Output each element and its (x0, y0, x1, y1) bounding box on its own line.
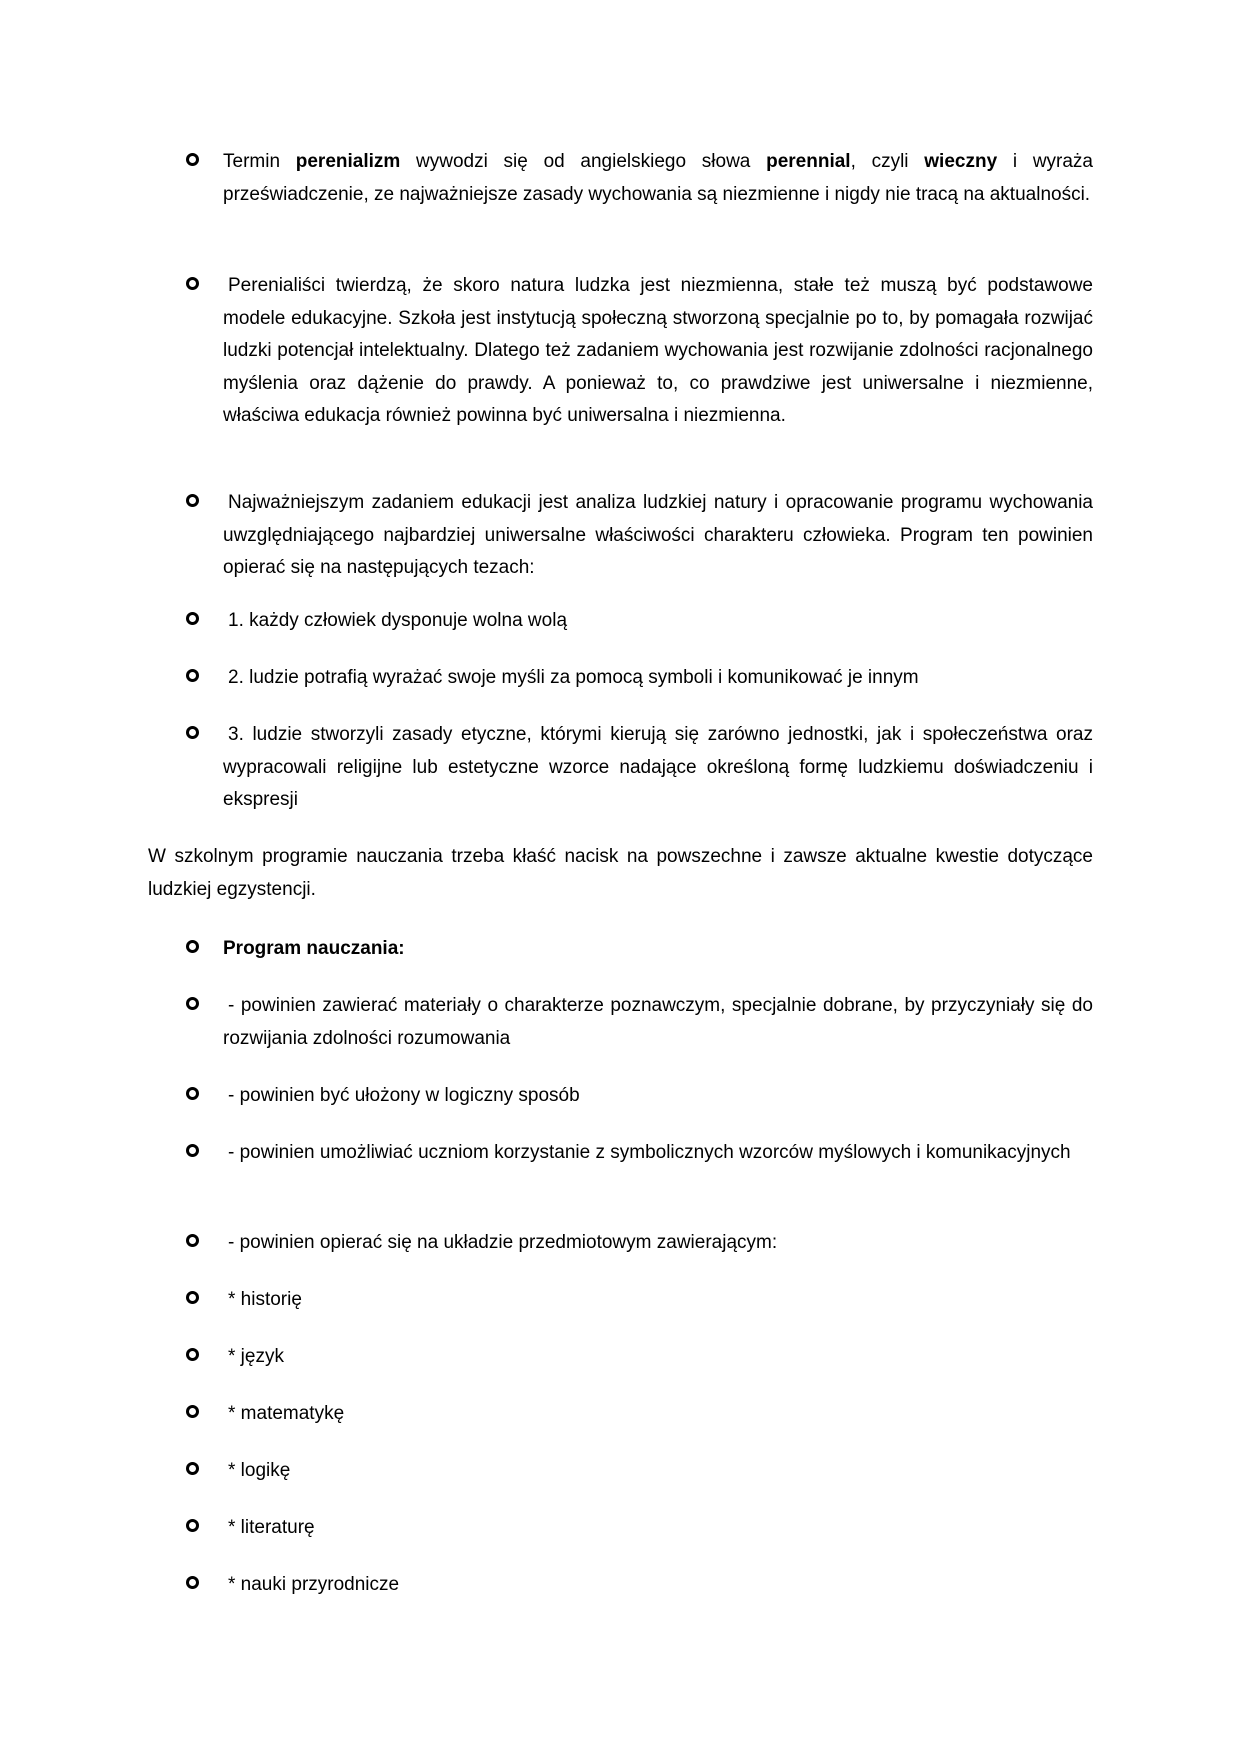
list-item (223, 487, 1093, 585)
list-item (223, 719, 1093, 817)
list-item-text: Termin perenializm wywodzi się od angielskiego słowa perennial, czyli wieczny i wyraża przeświadczenie, ze najważniejsze zasady wychowania są niezmienne i nigdy nie tracą na aktualności. (223, 151, 1093, 205)
list-item (223, 1341, 1093, 1374)
list-item-text: Perenialiści twierdzą, że skoro natura ludzka jest niezmienna, stałe też muszą być podstawowe modele edukacyjne. Szkoła jest instytucją społeczną stworzoną specjalnie po to, by pomagała rozwijać ludzki potencjał intelektualny. Dlatego też zadaniem wychowania jest rozwijanie zdolności racjonalnego myślenia oraz dążenie do prawdy. A ponieważ to, co prawdziwe jest uniwersalne i niezmienne, właściwa edukacja również powinna być uniwersalna i niezmienna. (223, 275, 1093, 426)
list-item-text: - powinien umożliwiać uczniom korzystanie z symbolicznych wzorców myślowych i komunikacyjnych (228, 1142, 1071, 1163)
bullet-circle-icon (186, 1144, 199, 1157)
list-item-text: - powinien opierać się na układzie przedmiotowym zawierającym: (228, 1232, 778, 1253)
paragraph-text: W szkolnym programie nauczania trzeba kłaść nacisk na powszechne i zawsze aktualne kwestie dotyczące ludzkiej egzystencji. (148, 846, 1093, 900)
program-heading-text: Program nauczania: (223, 938, 405, 959)
list-item (223, 1455, 1093, 1488)
list-item-text: - powinien być ułożony w logiczny sposób (228, 1085, 580, 1106)
list-item-text: * nauki przyrodnicze (228, 1574, 400, 1595)
list-item-text: * historię (228, 1289, 302, 1310)
list-item-text: 3. ludzie stworzyli zasady etyczne, którymi kierują się zarówno jednostki, jak i społeczeństwa oraz wypracowali religijne lub estetyczne wzorce nadające określoną formę ludzkiemu doświadczeniu i ekspresji (223, 724, 1093, 810)
list-item (223, 270, 1093, 433)
list-item (223, 1137, 1093, 1170)
list-item (223, 1512, 1093, 1545)
list-item-text: * literaturę (228, 1517, 315, 1538)
bullet-circle-icon (186, 726, 199, 739)
bullet-circle-icon (186, 1234, 199, 1247)
bullet-circle-icon (186, 153, 199, 166)
bullet-circle-icon (186, 940, 199, 953)
bullet-circle-icon (186, 1462, 199, 1475)
list-item-text: * logikę (228, 1460, 291, 1481)
list-item-text: - powinien zawierać materiały o charakterze poznawczym, specjalnie dobrane, by przyczyniały się do rozwijania zdolności rozumowania (223, 995, 1093, 1049)
list-item (223, 605, 1093, 638)
bullet-circle-icon (186, 669, 199, 682)
list-item (223, 662, 1093, 695)
list-item (223, 1398, 1093, 1431)
list-item (223, 990, 1093, 1055)
bullet-circle-icon (186, 612, 199, 625)
bullet-circle-icon (186, 494, 199, 507)
list-item (223, 1569, 1093, 1602)
bullet-circle-icon (186, 1087, 199, 1100)
list-item-text: 1. każdy człowiek dysponuje wolna wolą (228, 610, 568, 631)
list-item-text: Najważniejszym zadaniem edukacji jest analiza ludzkiej natury i opracowanie programu wychowania uwzględniającego najbardziej uniwersalne właściwości charakteru człowieka. Program ten powinien opierać się na następujących tezach: (223, 492, 1093, 578)
list-item (223, 1080, 1093, 1113)
bullet-circle-icon (186, 1576, 199, 1589)
list-item-text: * matematykę (228, 1403, 345, 1424)
bullet-circle-icon (186, 277, 199, 290)
bullet-circle-icon (186, 1519, 199, 1532)
body-paragraph (148, 841, 1093, 906)
list-item (223, 146, 1093, 211)
bullet-circle-icon (186, 997, 199, 1010)
bullet-circle-icon (186, 1291, 199, 1304)
bullet-circle-icon (186, 1348, 199, 1361)
list-item (223, 1227, 1093, 1260)
list-item (223, 1284, 1093, 1317)
bullet-circle-icon (186, 1405, 199, 1418)
list-item-text: * język (228, 1346, 284, 1367)
list-item-text: 2. ludzie potrafią wyrażać swoje myśli za pomocą symboli i komunikować je innym (228, 667, 919, 688)
program-heading (223, 933, 1093, 966)
